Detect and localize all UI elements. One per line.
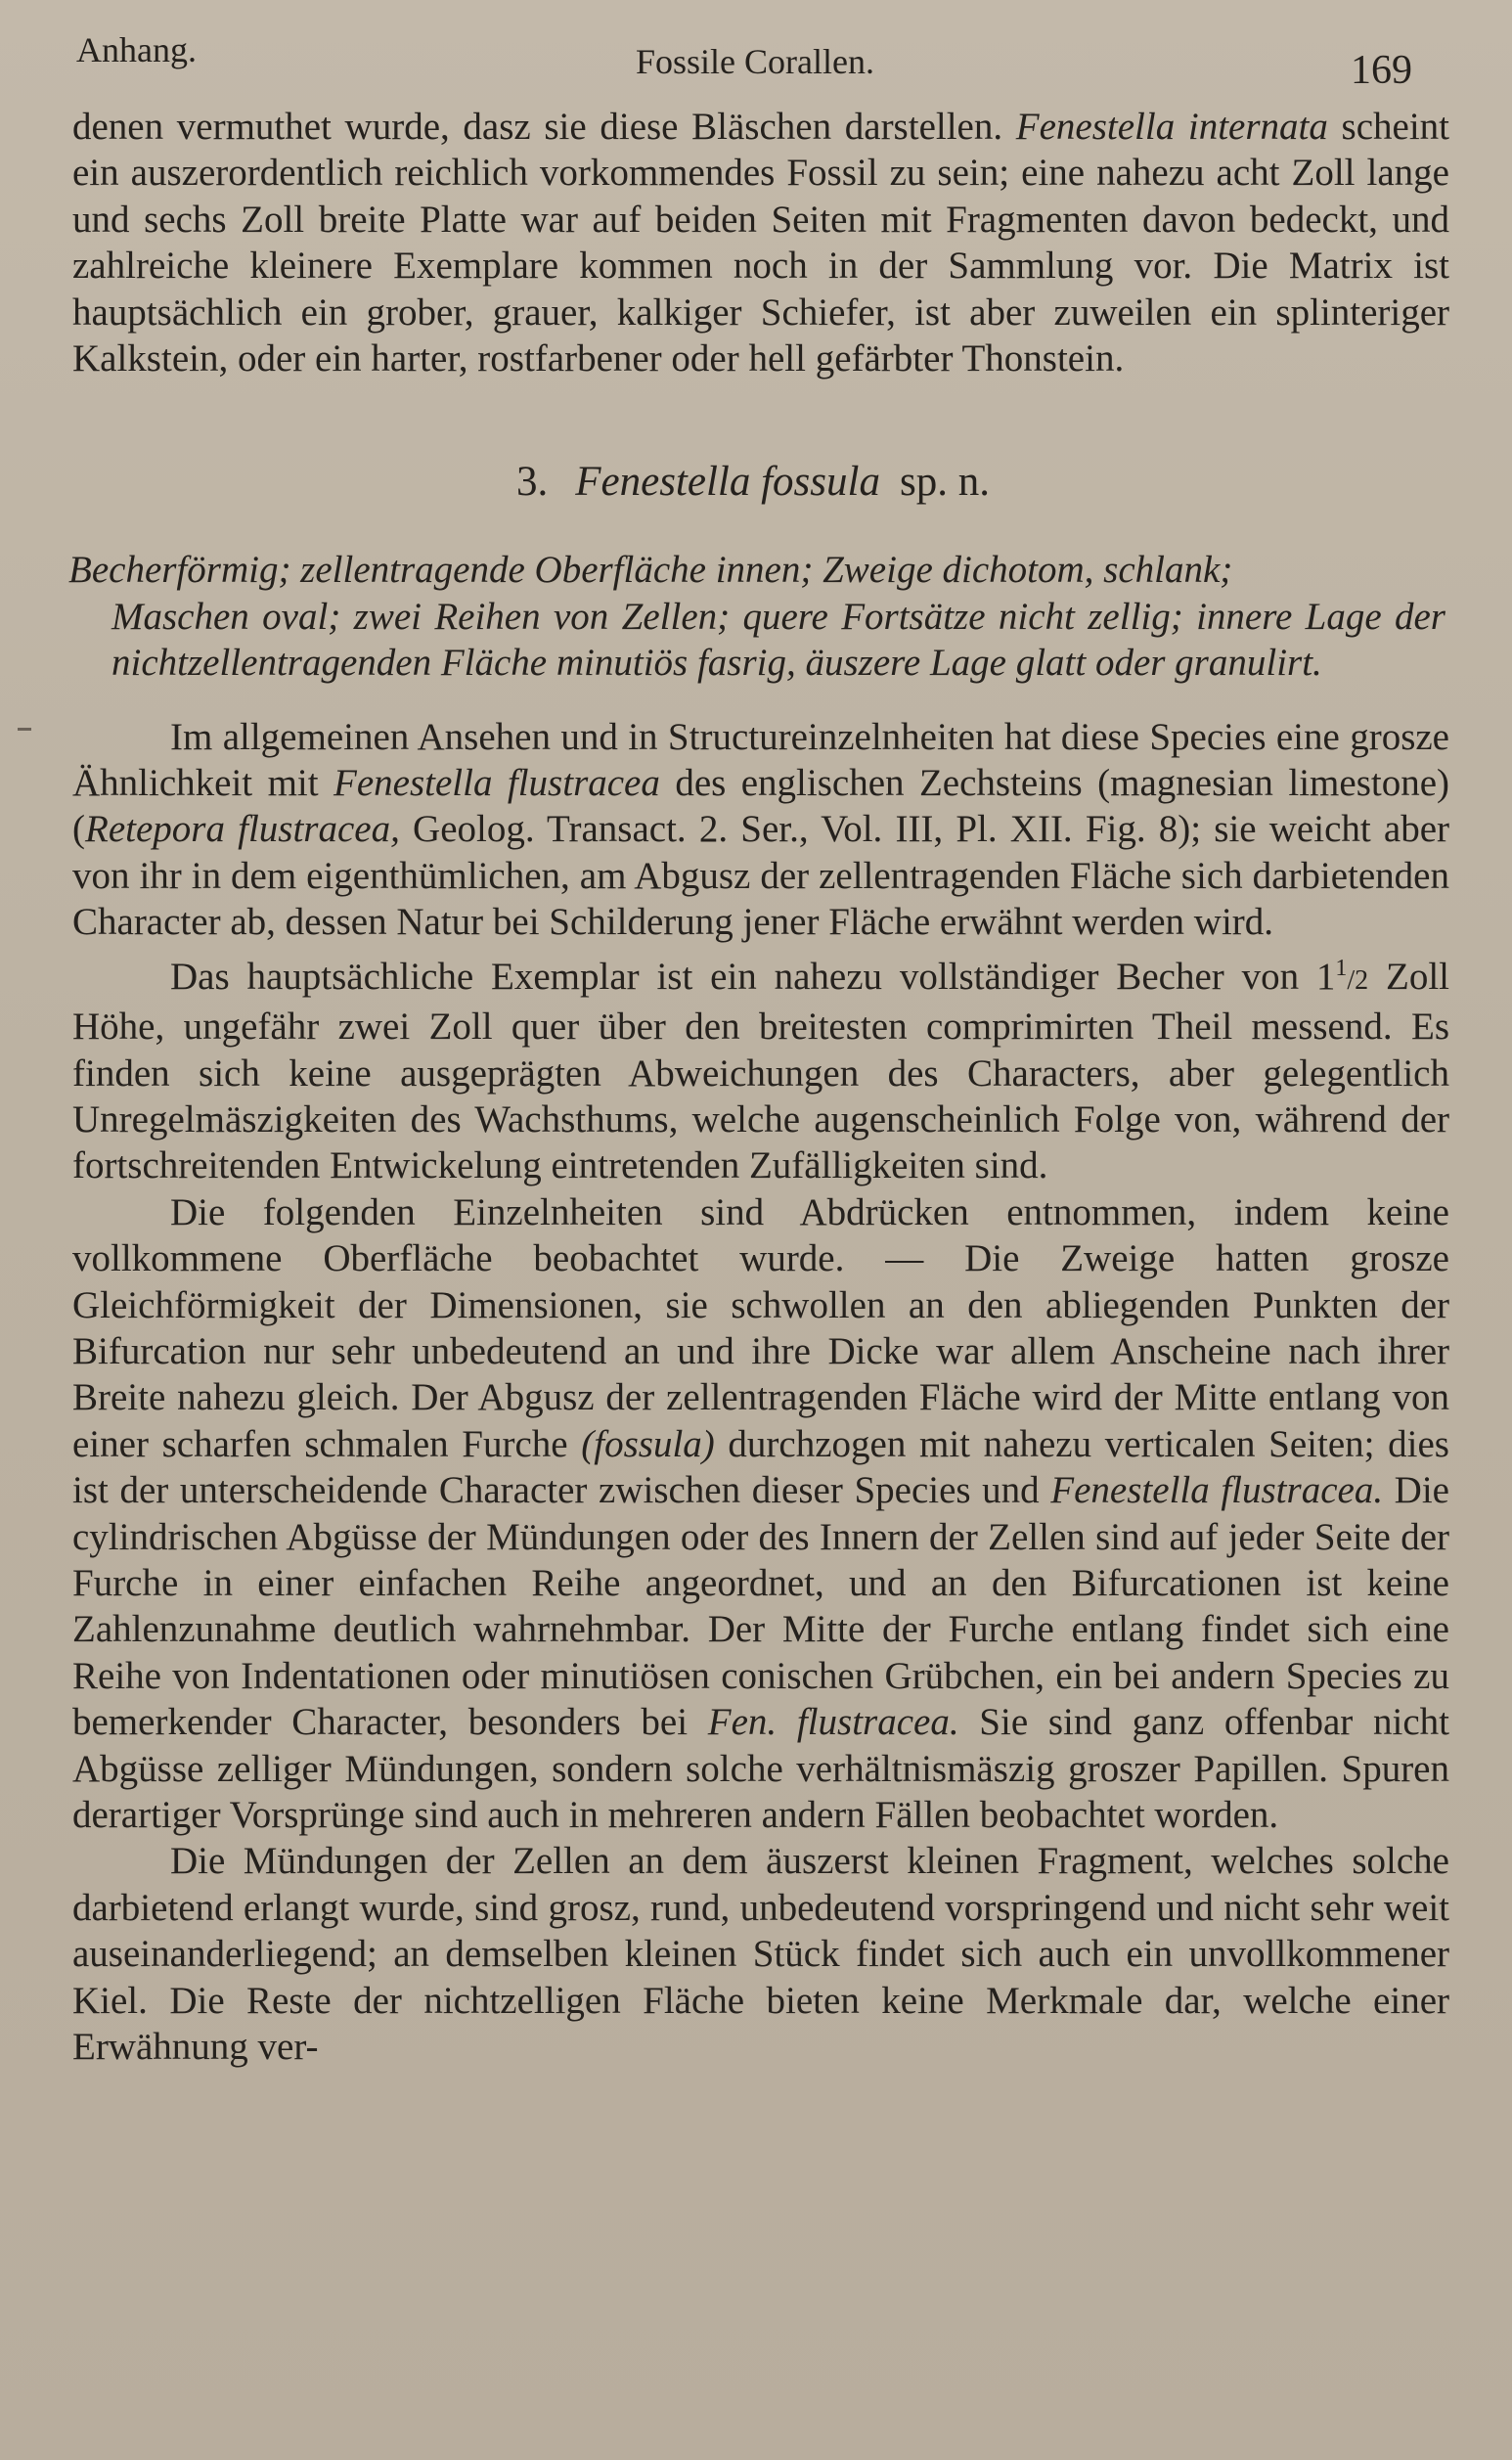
continued-paragraph: denen vermuthet wurde, dasz sie diese Bläschen darstellen. Fenestella internata scheint ein auszerordentlich reichlich vorkommendes Fossil zu sein; eine nahezu acht Zoll lange und sechs Zoll breite Platte war auf beiden Seiten mit Fragmenten davon bedeckt, und zahlreiche kleinere Exemplare kommen noch in der Sammlung vor. Die Matrix ist hauptsächlich ein grober, grauer, kalkiger Schiefer, ist aber zuweilen ein splinteriger Kalkstein, oder ein harter, rostfarbener oder hell gefärbter Thonstein. xyxy=(72,106,1450,380)
species-name: Fenestella internata xyxy=(1015,106,1328,148)
diagnosis-first-line: Becherförmig; zellentragende Oberfläche innen; Zweige dichotom, schlank; xyxy=(68,549,1233,592)
section-designation: sp. n. xyxy=(899,459,990,506)
running-head-title: Fossile Corallen. xyxy=(636,42,874,81)
species-diagnosis xyxy=(68,547,1445,686)
running-head xyxy=(65,25,1447,104)
body-text-main xyxy=(72,714,1449,2071)
section-heading xyxy=(65,458,1442,506)
running-head-left: Anhang. xyxy=(76,30,197,69)
body-text-top xyxy=(72,104,1449,381)
section-number: 3. xyxy=(516,459,549,506)
paragraph-4: Die Mündungen der Zellen an dem äuszerst kleinen Fragment, welches solche darbietend erlangt wurde, sind grosz, rund, unbedeutend vorspringend und nicht sehr weit auseinanderliegend; an demselben kleinen Stück findet sich auch ein unvollkommener Kiel. Die Reste der nichtzelligen Fläche bieten keine Merkmale dar, welche einer Erwähnung ver- xyxy=(72,1840,1449,2069)
paragraph-3: Die folgenden Einzelnheiten sind Abdrücken entnommen, indem keine vollkommene Oberfläche beobachtet wurde. — Die Zweige hatten grosze Gleichförmigkeit der Dimensionen, sie schwollen an den abliegenden Punkten der Bifurcation nur sehr unbedeutend an und ihre Dicke war allem Anscheine nach ihrer Breite nahezu gleich. Der Abgusz der zellentragenden Fläche wird der Mitte entlang von einer scharfen schmalen Furche (fossula) durchzogen mit nahezu verticalen Seiten; dies ist der unterscheidende Character zwischen dieser Species und Fenestella flustracea. Die cylindrischen Abgüsse der Mündungen oder des Innern der Zellen sind auf jeder Seite der Furche in einer einfachen Reihe angeordnet, und an den Bifurcationen ist keine Zahlenzunahme deutlich wahrnehmbar. Der Mitte der Furche entlang findet sich eine Reihe von Indentationen oder minutiösen conischen Grübchen, ein bei andern Species zu bemerkender Character, besonders bei Fen. flustracea. Sie sind ganz offenbar nicht Abgüsse zelliger Mündungen, sondern solche verhältnismäszig groszer Papillen. Spuren derartiger Vorsprünge sind auch in mehreren andern Fällen beobachtet worden. xyxy=(72,1190,1449,1836)
page-number: 169 xyxy=(1351,48,1412,93)
section-species: Fenestella fossula xyxy=(575,459,880,506)
margin-mark xyxy=(18,728,31,731)
paragraph-2: Das hauptsächliche Exemplar ist ein nahezu vollständiger Becher von $1^1/2$ Zoll Höhe, ungefähr zwei Zoll quer über den breitesten comprimirten Theil messend. Es finden sich keine ausgeprägten Abweichungen des Characters, aber gelegentlich Unregelmäszigkeiten des Wachsthums, welche augenscheinlich Folge von, während der fortschreitenden Entwickelung eintretenden Zufälligkeiten sind. xyxy=(72,955,1450,1187)
diagnosis-rest: Maschen oval; zwei Reihen von Zellen; quere Fortsätze nicht zellig; innere Lage der nichtzellentragenden Fläche minutiös fasrig, äuszere Lage glatt oder granulirt. xyxy=(111,595,1445,685)
paragraph-1: Im allgemeinen Ansehen und in Structureinzelnheiten hat diese Species eine grosze Ähnlichkeit mit Fenestella flustracea des englischen Zechsteins (magnesian limestone) (Retepora flustracea, Geolog. Transact. 2. Ser., Vol. III, Pl. XII. Fig. 8); sie weicht aber von ihr in dem eigenthümlichen, am Abgusz der zellentragenden Fläche sich darbietenden Character ab, dessen Natur bei Schilderung jener Fläche erwähnt werden wird. xyxy=(72,715,1450,944)
